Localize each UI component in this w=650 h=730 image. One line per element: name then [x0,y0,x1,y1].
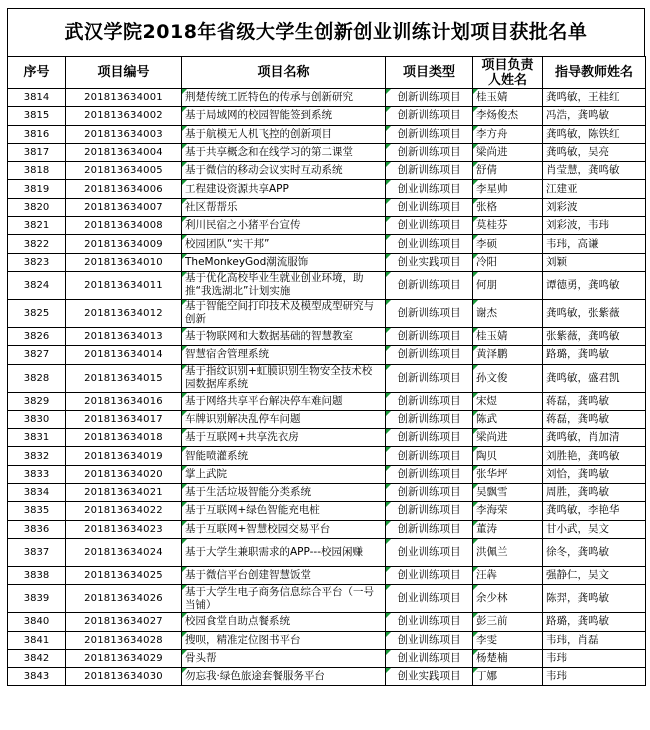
cell-seq[interactable]: 3831 [8,429,66,447]
cell-leader[interactable]: 李星帅 [473,180,543,198]
cell-leader[interactable]: 丁娜 [473,668,543,686]
cell-teacher[interactable]: 龚鸣敏，王桂红 [543,89,646,107]
cell-teacher[interactable]: 龚鸣敏，盛君凯 [543,364,646,392]
cell-name[interactable]: 基于微信平台创建智慧饭堂 [182,566,386,584]
cell-leader[interactable]: 汪犇 [473,566,543,584]
cell-leader[interactable]: 黄泽鹏 [473,346,543,364]
cell-seq[interactable]: 3837 [8,538,66,566]
table-row [8,649,646,667]
cell-seq[interactable]: 3814 [8,89,66,107]
header-code[interactable]: 项目编号 [66,57,182,89]
cell-name[interactable]: 基于大学生电子商务信息综合平台（一号当铺） [182,585,386,613]
cell-type[interactable]: 创新训练项目 [386,271,473,299]
cell-seq[interactable]: 3815 [8,107,66,125]
cell-leader[interactable]: 杨楚楠 [473,649,543,667]
cell-teacher[interactable]: 刘恰，龚鸣敏 [543,465,646,483]
cell-name[interactable]: 基于航模无人机飞控的创新项目 [182,125,386,143]
cell-type[interactable]: 创新训练项目 [386,364,473,392]
cell-teacher[interactable]: 张紫薇，龚鸣敏 [543,327,646,345]
cell-seq[interactable]: 3830 [8,410,66,428]
table-row [8,520,646,538]
cell-code[interactable]: 201813634002 [66,107,182,125]
table-row [8,613,646,631]
cell-name[interactable]: 基于生活垃圾智能分类系统 [182,484,386,502]
project-table [7,56,646,686]
cell-code[interactable]: 201813634020 [66,465,182,483]
cell-seq[interactable]: 3822 [8,235,66,253]
cell-leader[interactable]: 冷阳 [473,253,543,271]
cell-teacher[interactable]: 路璐，龚鸣敏 [543,346,646,364]
cell-name[interactable]: 基于大学生兼职需求的APP---校园闲赚 [182,538,386,566]
cell-code[interactable]: 201813634009 [66,235,182,253]
cell-name[interactable]: 基于局域网的校园智能签到系统 [182,107,386,125]
cell-type[interactable]: 创业训练项目 [386,217,473,235]
table-row [8,538,646,566]
table-row [8,143,646,161]
cell-code[interactable]: 201813634011 [66,271,182,299]
cell-leader[interactable]: 谢杰 [473,299,543,327]
cell-leader[interactable]: 余少林 [473,585,543,613]
cell-type[interactable]: 创业训练项目 [386,198,473,216]
cell-type[interactable]: 创新训练项目 [386,429,473,447]
cell-seq[interactable]: 3824 [8,271,66,299]
cell-name[interactable]: 掌上武院 [182,465,386,483]
cell-leader[interactable]: 梁尚进 [473,429,543,447]
cell-type[interactable]: 创新训练项目 [386,410,473,428]
cell-seq[interactable]: 3843 [8,668,66,686]
cell-teacher[interactable]: 龚鸣敏，陈铁红 [543,125,646,143]
cell-leader[interactable]: 彭三前 [473,613,543,631]
cell-name[interactable]: 校园团队“实干邦” [182,235,386,253]
cell-type[interactable]: 创新训练项目 [386,465,473,483]
cell-code[interactable]: 201813634029 [66,649,182,667]
cell-code[interactable]: 201813634008 [66,217,182,235]
table-row [8,235,646,253]
cell-code[interactable]: 201813634023 [66,520,182,538]
cell-code[interactable]: 201813634016 [66,392,182,410]
cell-leader[interactable]: 宋煜 [473,392,543,410]
cell-type[interactable]: 创新训练项目 [386,502,473,520]
cell-seq[interactable]: 3823 [8,253,66,271]
cell-code[interactable]: 201813634012 [66,299,182,327]
table-row [8,392,646,410]
cell-code[interactable]: 201813634025 [66,566,182,584]
cell-name[interactable]: 基于优化高校毕业生就业创业环境，助推“我选湖北”计划实施 [182,271,386,299]
cell-name[interactable]: 骨头帮 [182,649,386,667]
table-row [8,198,646,216]
cell-seq[interactable]: 3841 [8,631,66,649]
cell-name[interactable]: 基于微信的移动会议实时互动系统 [182,162,386,180]
cell-name[interactable]: 基于指纹识别+虹膜识别生物安全技术校园数据库系统 [182,364,386,392]
cell-leader[interactable]: 李硕 [473,235,543,253]
cell-name[interactable]: 智慧宿舍管理系统 [182,346,386,364]
cell-teacher[interactable]: 韦玮，肖磊 [543,631,646,649]
header-leader[interactable]: 项目负责人姓名 [473,57,543,89]
table-row [8,484,646,502]
cell-code[interactable]: 201813634030 [66,668,182,686]
cell-teacher[interactable]: 韦玮 [543,668,646,686]
cell-teacher[interactable]: 刘彩波 [543,198,646,216]
cell-teacher[interactable]: 刘彩波，韦玮 [543,217,646,235]
cell-code[interactable]: 201813634004 [66,143,182,161]
cell-name[interactable]: 勿忘我·绿色旅途套餐服务平台 [182,668,386,686]
cell-code[interactable]: 201813634003 [66,125,182,143]
cell-teacher[interactable]: 龚鸣敏，肖加清 [543,429,646,447]
cell-teacher[interactable]: 蒋磊，龚鸣敏 [543,392,646,410]
cell-teacher[interactable]: 刘胜艳，龚鸣敏 [543,447,646,465]
cell-code[interactable]: 201813634017 [66,410,182,428]
cell-teacher[interactable]: 刘颖 [543,253,646,271]
cell-leader[interactable]: 洪佩兰 [473,538,543,566]
cell-leader[interactable]: 陈武 [473,410,543,428]
cell-type[interactable]: 创新训练项目 [386,143,473,161]
cell-type[interactable]: 创业训练项目 [386,613,473,631]
cell-leader[interactable]: 董涛 [473,520,543,538]
cell-seq[interactable]: 3819 [8,180,66,198]
cell-leader[interactable]: 张华坪 [473,465,543,483]
cell-teacher[interactable]: 冯浩，龚鸣敏 [543,107,646,125]
cell-leader[interactable]: 莫桂芬 [473,217,543,235]
sheet-title: 武汉学院2018年省级大学生创新创业训练计划项目获批名单 [7,8,645,56]
header-row [8,57,646,89]
table-row [8,125,646,143]
table-row [8,89,646,107]
cell-code[interactable]: 201813634024 [66,538,182,566]
header-teacher[interactable]: 指导教师姓名 [543,57,646,89]
cell-code[interactable]: 201813634006 [66,180,182,198]
cell-leader[interactable]: 李雯 [473,631,543,649]
cell-name[interactable]: 基于互联网+共享洗衣房 [182,429,386,447]
table-row [8,299,646,327]
cell-code[interactable]: 201813634021 [66,484,182,502]
table-row [8,429,646,447]
cell-code[interactable]: 201813634019 [66,447,182,465]
cell-teacher[interactable]: 江建亚 [543,180,646,198]
cell-name[interactable]: 基于网络共享平台解决停车难问题 [182,392,386,410]
cell-teacher[interactable]: 周胜，龚鸣敏 [543,484,646,502]
table-row [8,364,646,392]
cell-code[interactable]: 201813634014 [66,346,182,364]
cell-seq[interactable]: 3825 [8,299,66,327]
table-row [8,162,646,180]
cell-name[interactable]: 车牌识别解决乱停车问题 [182,410,386,428]
table-row [8,447,646,465]
cell-name[interactable]: 基于物联网和大数据基础的智慧教室 [182,327,386,345]
cell-type[interactable]: 创新训练项目 [386,299,473,327]
cell-type[interactable]: 创新训练项目 [386,89,473,107]
cell-type[interactable]: 创业训练项目 [386,180,473,198]
cell-code[interactable]: 201813634022 [66,502,182,520]
cell-code[interactable]: 201813634001 [66,89,182,107]
cell-type[interactable]: 创业训练项目 [386,649,473,667]
cell-seq[interactable]: 3835 [8,502,66,520]
cell-seq[interactable]: 3833 [8,465,66,483]
cell-seq[interactable]: 3820 [8,198,66,216]
cell-seq[interactable]: 3817 [8,143,66,161]
cell-leader[interactable]: 张格 [473,198,543,216]
cell-type[interactable]: 创新训练项目 [386,125,473,143]
header-name[interactable]: 项目名称 [182,57,386,89]
cell-seq[interactable]: 3827 [8,346,66,364]
cell-teacher[interactable]: 龚鸣敏，张紫薇 [543,299,646,327]
cell-leader[interactable]: 李海荣 [473,502,543,520]
cell-name[interactable]: 工程建设资源共享APP [182,180,386,198]
cell-type[interactable]: 创业训练项目 [386,538,473,566]
table-row [8,585,646,613]
cell-seq[interactable]: 3816 [8,125,66,143]
cell-leader[interactable]: 梁尚进 [473,143,543,161]
cell-name[interactable]: 社区帮帮乐 [182,198,386,216]
cell-code[interactable]: 201813634005 [66,162,182,180]
cell-name[interactable]: 基于互联网+绿色智能充电桩 [182,502,386,520]
cell-name[interactable]: 利川民宿之小猪平台宣传 [182,217,386,235]
cell-teacher[interactable]: 路璐，龚鸣敏 [543,613,646,631]
cell-leader[interactable]: 舒倩 [473,162,543,180]
cell-teacher[interactable]: 龚鸣敏，李艳华 [543,502,646,520]
cell-teacher[interactable]: 徐冬，龚鸣敏 [543,538,646,566]
cell-type[interactable]: 创业实践项目 [386,253,473,271]
cell-leader[interactable]: 何朋 [473,271,543,299]
cell-name[interactable]: 基于互联网+智慧校园交易平台 [182,520,386,538]
cell-name[interactable]: 搜呗，精准定位图书平台 [182,631,386,649]
cell-seq[interactable]: 3838 [8,566,66,584]
table-row [8,502,646,520]
cell-seq[interactable]: 3826 [8,327,66,345]
table-row [8,180,646,198]
cell-type[interactable]: 创新训练项目 [386,162,473,180]
table-row [8,271,646,299]
cell-code[interactable]: 201813634010 [66,253,182,271]
cell-type[interactable]: 创业训练项目 [386,631,473,649]
cell-seq[interactable]: 3828 [8,364,66,392]
cell-seq[interactable]: 3836 [8,520,66,538]
cell-type[interactable]: 创新训练项目 [386,520,473,538]
cell-seq[interactable]: 3840 [8,613,66,631]
cell-type[interactable]: 创业训练项目 [386,585,473,613]
cell-leader[interactable]: 桂玉婧 [473,327,543,345]
cell-teacher[interactable]: 韦玮，高谦 [543,235,646,253]
cell-name[interactable]: 基于共享概念和在线学习的第二课堂 [182,143,386,161]
cell-name[interactable]: 智能喷灌系统 [182,447,386,465]
cell-seq[interactable]: 3839 [8,585,66,613]
cell-type[interactable]: 创新训练项目 [386,447,473,465]
cell-teacher[interactable]: 肖莹慧，龚鸣敏 [543,162,646,180]
table-row [8,327,646,345]
cell-leader[interactable]: 吴飘雪 [473,484,543,502]
cell-name[interactable]: 校园食堂自助点餐系统 [182,613,386,631]
cell-type[interactable]: 创新训练项目 [386,327,473,345]
table-row [8,631,646,649]
cell-type[interactable]: 创业训练项目 [386,566,473,584]
table-row [8,253,646,271]
cell-seq[interactable]: 3834 [8,484,66,502]
table-row [8,107,646,125]
cell-seq[interactable]: 3829 [8,392,66,410]
spreadsheet [7,8,645,686]
cell-name[interactable]: TheMonkeyGod潮流服饰 [182,253,386,271]
cell-type[interactable]: 创新训练项目 [386,392,473,410]
cell-code[interactable]: 201813634015 [66,364,182,392]
cell-leader[interactable]: 孙文俊 [473,364,543,392]
cell-seq[interactable]: 3832 [8,447,66,465]
cell-type[interactable]: 创业实践项目 [386,668,473,686]
cell-leader[interactable]: 李方舟 [473,125,543,143]
cell-code[interactable]: 201813634026 [66,585,182,613]
cell-leader[interactable]: 桂玉婧 [473,89,543,107]
cell-type[interactable]: 创新训练项目 [386,346,473,364]
table-row [8,346,646,364]
cell-teacher[interactable]: 强静仁，吴文 [543,566,646,584]
cell-seq[interactable]: 3842 [8,649,66,667]
table-row [8,217,646,235]
cell-code[interactable]: 201813634027 [66,613,182,631]
cell-teacher[interactable]: 蒋磊，龚鸣敏 [543,410,646,428]
cell-teacher[interactable]: 龚鸣敏，吴亮 [543,143,646,161]
header-seq[interactable]: 序号 [8,57,66,89]
cell-code[interactable]: 201813634028 [66,631,182,649]
cell-code[interactable]: 201813634018 [66,429,182,447]
cell-code[interactable]: 201813634013 [66,327,182,345]
cell-name[interactable]: 基于智能空间打印技术及模型成型研究与创新 [182,299,386,327]
cell-leader[interactable]: 陶贝 [473,447,543,465]
cell-seq[interactable]: 3821 [8,217,66,235]
table-body [8,89,646,686]
cell-teacher[interactable]: 韦玮 [543,649,646,667]
header-type[interactable]: 项目类型 [386,57,473,89]
cell-name[interactable]: 荆楚传统工匠特色的传承与创新研究 [182,89,386,107]
table-row [8,465,646,483]
cell-teacher[interactable]: 谭德勇，龚鸣敏 [543,271,646,299]
table-row [8,410,646,428]
cell-code[interactable]: 201813634007 [66,198,182,216]
cell-type[interactable]: 创新训练项目 [386,107,473,125]
cell-seq[interactable]: 3818 [8,162,66,180]
cell-type[interactable]: 创新训练项目 [386,484,473,502]
table-row [8,668,646,686]
table-row [8,566,646,584]
cell-teacher[interactable]: 甘小武，吴文 [543,520,646,538]
cell-leader[interactable]: 李炀俊杰 [473,107,543,125]
cell-teacher[interactable]: 陈羿，龚鸣敏 [543,585,646,613]
cell-type[interactable]: 创业训练项目 [386,235,473,253]
